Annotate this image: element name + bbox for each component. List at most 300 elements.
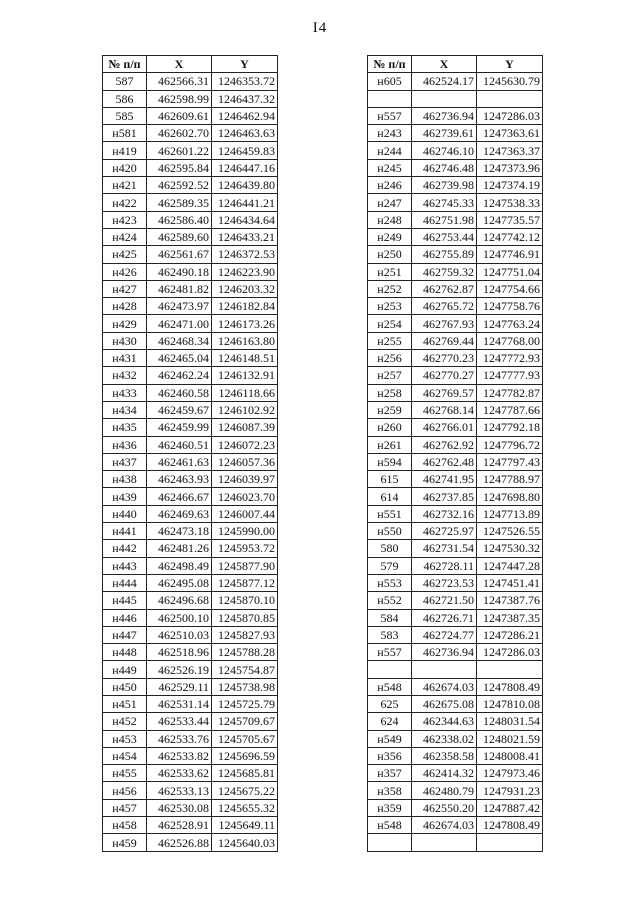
point-number: н356: [368, 747, 412, 764]
x-coordinate: 462769.44: [412, 332, 477, 349]
x-coordinate: [412, 661, 477, 678]
point-number: н451: [103, 695, 147, 712]
point-number: н552: [368, 592, 412, 609]
table-row: [103, 574, 278, 591]
y-coordinate: 1247538.33: [477, 194, 543, 211]
x-coordinate: 462723.53: [412, 574, 477, 591]
x-coordinate: 462732.16: [412, 505, 477, 522]
table-body-right: [368, 73, 543, 851]
table-row: [368, 228, 543, 245]
table-row: [103, 401, 278, 418]
y-coordinate: 1245640.03: [212, 834, 278, 851]
table-row: [103, 159, 278, 176]
table-row: [103, 107, 278, 124]
y-coordinate: 1247777.93: [477, 367, 543, 384]
x-coordinate: 462602.70: [147, 125, 212, 142]
x-coordinate: 462566.31: [147, 73, 212, 90]
point-number: н441: [103, 523, 147, 540]
y-coordinate: 1247887.42: [477, 799, 543, 816]
x-coordinate: 462769.57: [412, 384, 477, 401]
x-coordinate: 462765.72: [412, 298, 477, 315]
x-coordinate: 462595.84: [147, 159, 212, 176]
x-coordinate: 462468.34: [147, 332, 212, 349]
table-row: [368, 661, 543, 678]
point-number: н258: [368, 384, 412, 401]
y-coordinate: 1245870.10: [212, 592, 278, 609]
point-number: н438: [103, 471, 147, 488]
header-x: X: [147, 56, 212, 73]
point-number: н249: [368, 228, 412, 245]
x-coordinate: 462728.11: [412, 557, 477, 574]
point-number: н358: [368, 782, 412, 799]
x-coordinate: 462533.44: [147, 713, 212, 730]
table-row: [103, 73, 278, 90]
table-row: [368, 488, 543, 505]
y-coordinate: 1247787.66: [477, 401, 543, 418]
table-row: [368, 523, 543, 540]
y-coordinate: 1246459.83: [212, 142, 278, 159]
point-number: 586: [103, 90, 147, 107]
table-row: [103, 263, 278, 280]
x-coordinate: 462601.22: [147, 142, 212, 159]
x-coordinate: 462533.13: [147, 782, 212, 799]
y-coordinate: 1245709.67: [212, 713, 278, 730]
x-coordinate: 462344.63: [412, 713, 477, 730]
table-row: [103, 661, 278, 678]
point-number: н427: [103, 280, 147, 297]
table-row: [103, 817, 278, 834]
x-coordinate: 462495.08: [147, 574, 212, 591]
y-coordinate: 1246148.51: [212, 350, 278, 367]
table-row: [103, 142, 278, 159]
x-coordinate: 462460.58: [147, 384, 212, 401]
table-row: [103, 540, 278, 557]
point-number: н420: [103, 159, 147, 176]
page-number: I4: [312, 20, 328, 36]
x-coordinate: 462518.96: [147, 644, 212, 661]
table-row: [103, 730, 278, 747]
table-row: [103, 367, 278, 384]
table-row: [103, 332, 278, 349]
table-row: [368, 159, 543, 176]
table-row: [368, 177, 543, 194]
y-coordinate: 1245738.98: [212, 678, 278, 695]
table-row: [103, 471, 278, 488]
table-row: [103, 782, 278, 799]
y-coordinate: 1245649.11: [212, 817, 278, 834]
table-row: [368, 505, 543, 522]
point-number: н436: [103, 436, 147, 453]
y-coordinate: 1245870.85: [212, 609, 278, 626]
y-coordinate: 1247973.46: [477, 765, 543, 782]
point-number: н246: [368, 177, 412, 194]
y-coordinate: 1246437.32: [212, 90, 278, 107]
point-number: н431: [103, 350, 147, 367]
point-number: н434: [103, 401, 147, 418]
y-coordinate: 1248031.54: [477, 713, 543, 730]
coordinates-table-left: [102, 55, 278, 852]
table-row: [103, 713, 278, 730]
y-coordinate: 1247808.49: [477, 817, 543, 834]
y-coordinate: 1247698.80: [477, 488, 543, 505]
point-number: н551: [368, 505, 412, 522]
point-number: н553: [368, 574, 412, 591]
table-row: [368, 384, 543, 401]
x-coordinate: 462338.02: [412, 730, 477, 747]
x-coordinate: 462471.00: [147, 315, 212, 332]
y-coordinate: 1245990.00: [212, 523, 278, 540]
x-coordinate: 462490.18: [147, 263, 212, 280]
x-coordinate: 462598.99: [147, 90, 212, 107]
y-coordinate: 1247526.55: [477, 523, 543, 540]
y-coordinate: 1245827.93: [212, 626, 278, 643]
table-header-row: [368, 56, 543, 73]
point-number: н430: [103, 332, 147, 349]
y-coordinate: 1247387.35: [477, 609, 543, 626]
x-coordinate: 462770.27: [412, 367, 477, 384]
table-row: [368, 799, 543, 816]
table-row: [368, 419, 543, 436]
table-row: [368, 73, 543, 90]
table-row: [103, 834, 278, 851]
point-number: н448: [103, 644, 147, 661]
table-row: [103, 90, 278, 107]
table-row: [368, 574, 543, 591]
point-number: н594: [368, 453, 412, 470]
y-coordinate: 1245788.28: [212, 644, 278, 661]
x-coordinate: 462480.79: [412, 782, 477, 799]
x-coordinate: 462762.48: [412, 453, 477, 470]
point-number: н260: [368, 419, 412, 436]
y-coordinate: 1247530.32: [477, 540, 543, 557]
header-x: X: [412, 56, 477, 73]
x-coordinate: 462725.97: [412, 523, 477, 540]
y-coordinate: 1246439.80: [212, 177, 278, 194]
y-coordinate: 1245725.79: [212, 695, 278, 712]
point-number: [368, 834, 412, 851]
y-coordinate: 1245655.32: [212, 799, 278, 816]
table-row: [103, 419, 278, 436]
x-coordinate: 462741.95: [412, 471, 477, 488]
x-coordinate: 462481.82: [147, 280, 212, 297]
y-coordinate: 1246353.72: [212, 73, 278, 90]
point-number: н251: [368, 263, 412, 280]
y-coordinate: 1245705.67: [212, 730, 278, 747]
point-number: н247: [368, 194, 412, 211]
point-number: 585: [103, 107, 147, 124]
point-number: 580: [368, 540, 412, 557]
header-num: № п/п: [103, 56, 147, 73]
point-number: н605: [368, 73, 412, 90]
y-coordinate: 1248021.59: [477, 730, 543, 747]
point-number: н359: [368, 799, 412, 816]
table-body-left: [103, 73, 278, 851]
x-coordinate: 462469.63: [147, 505, 212, 522]
x-coordinate: [412, 90, 477, 107]
header-y: Y: [212, 56, 278, 73]
table-row: [103, 505, 278, 522]
y-coordinate: 1245877.90: [212, 557, 278, 574]
y-coordinate: 1246072.23: [212, 436, 278, 453]
point-number: н245: [368, 159, 412, 176]
x-coordinate: 462531.14: [147, 695, 212, 712]
table-row: [368, 695, 543, 712]
table-row: [368, 592, 543, 609]
table-row: [368, 367, 543, 384]
x-coordinate: 462731.54: [412, 540, 477, 557]
point-number: н259: [368, 401, 412, 418]
x-coordinate: 462462.24: [147, 367, 212, 384]
x-coordinate: 462674.03: [412, 678, 477, 695]
point-number: н257: [368, 367, 412, 384]
y-coordinate: 1247763.24: [477, 315, 543, 332]
y-coordinate: 1246433.21: [212, 228, 278, 245]
x-coordinate: 462746.10: [412, 142, 477, 159]
header-y: Y: [477, 56, 543, 73]
point-number: [368, 90, 412, 107]
y-coordinate: 1247363.61: [477, 125, 543, 142]
x-coordinate: 462459.99: [147, 419, 212, 436]
x-coordinate: 462674.03: [412, 817, 477, 834]
x-coordinate: 462561.67: [147, 246, 212, 263]
table-row: [103, 799, 278, 816]
point-number: н456: [103, 782, 147, 799]
x-coordinate: 462463.93: [147, 471, 212, 488]
y-coordinate: 1247735.57: [477, 211, 543, 228]
table-row: [103, 747, 278, 764]
point-number: 615: [368, 471, 412, 488]
table-row: [103, 228, 278, 245]
point-number: н432: [103, 367, 147, 384]
y-coordinate: 1246163.80: [212, 332, 278, 349]
point-number: н449: [103, 661, 147, 678]
x-coordinate: 462739.61: [412, 125, 477, 142]
point-number: н435: [103, 419, 147, 436]
point-number: н423: [103, 211, 147, 228]
y-coordinate: 1247772.93: [477, 350, 543, 367]
point-number: н557: [368, 107, 412, 124]
y-coordinate: 1246223.90: [212, 263, 278, 280]
table-row: [103, 609, 278, 626]
table-row: [103, 678, 278, 695]
x-coordinate: 462751.98: [412, 211, 477, 228]
y-coordinate: 1245696.59: [212, 747, 278, 764]
x-coordinate: 462753.44: [412, 228, 477, 245]
y-coordinate: 1246132.91: [212, 367, 278, 384]
point-number: н443: [103, 557, 147, 574]
point-number: н254: [368, 315, 412, 332]
y-coordinate: 1246102.92: [212, 401, 278, 418]
table-row: [368, 834, 543, 851]
y-coordinate: 1247751.04: [477, 263, 543, 280]
y-coordinate: 1247374.19: [477, 177, 543, 194]
table-row: [368, 211, 543, 228]
y-coordinate: 1247286.03: [477, 107, 543, 124]
header-num: № п/п: [368, 56, 412, 73]
y-coordinate: [477, 834, 543, 851]
point-number: н253: [368, 298, 412, 315]
x-coordinate: 462460.51: [147, 436, 212, 453]
x-coordinate: 462675.08: [412, 695, 477, 712]
point-number: н440: [103, 505, 147, 522]
y-coordinate: 1245754.87: [212, 661, 278, 678]
y-coordinate: 1247810.08: [477, 695, 543, 712]
point-number: н452: [103, 713, 147, 730]
y-coordinate: 1246057.36: [212, 453, 278, 470]
y-coordinate: 1247796.72: [477, 436, 543, 453]
point-number: н433: [103, 384, 147, 401]
point-number: н453: [103, 730, 147, 747]
table-row: [103, 436, 278, 453]
x-coordinate: 462481.26: [147, 540, 212, 557]
table-row: [103, 384, 278, 401]
x-coordinate: 462745.33: [412, 194, 477, 211]
y-coordinate: 1245630.79: [477, 73, 543, 90]
y-coordinate: 1246087.39: [212, 419, 278, 436]
point-number: н256: [368, 350, 412, 367]
y-coordinate: 1246203.32: [212, 280, 278, 297]
y-coordinate: 1247931.23: [477, 782, 543, 799]
y-coordinate: 1246173.26: [212, 315, 278, 332]
table-row: [103, 211, 278, 228]
x-coordinate: 462739.98: [412, 177, 477, 194]
table-row: [103, 298, 278, 315]
y-coordinate: 1246447.16: [212, 159, 278, 176]
table-row: [368, 471, 543, 488]
point-number: н357: [368, 765, 412, 782]
y-coordinate: 1245675.22: [212, 782, 278, 799]
y-coordinate: 1247447.28: [477, 557, 543, 574]
y-coordinate: 1247782.87: [477, 384, 543, 401]
table-row: [103, 626, 278, 643]
point-number: [368, 661, 412, 678]
x-coordinate: 462510.03: [147, 626, 212, 643]
point-number: н446: [103, 609, 147, 626]
table-row: [368, 817, 543, 834]
x-coordinate: 462459.67: [147, 401, 212, 418]
x-coordinate: 462528.91: [147, 817, 212, 834]
y-coordinate: 1246372.53: [212, 246, 278, 263]
y-coordinate: 1247746.91: [477, 246, 543, 263]
x-coordinate: 462759.32: [412, 263, 477, 280]
table-row: [103, 695, 278, 712]
x-coordinate: 462498.49: [147, 557, 212, 574]
point-number: н426: [103, 263, 147, 280]
x-coordinate: 462586.40: [147, 211, 212, 228]
y-coordinate: 1247788.97: [477, 471, 543, 488]
table-row: [103, 177, 278, 194]
coordinates-table-right: [367, 55, 543, 852]
table-row: [368, 678, 543, 695]
x-coordinate: 462762.92: [412, 436, 477, 453]
table-row: [368, 107, 543, 124]
table-row: [368, 246, 543, 263]
point-number: 587: [103, 73, 147, 90]
y-coordinate: [477, 90, 543, 107]
y-coordinate: 1247286.03: [477, 644, 543, 661]
point-number: н428: [103, 298, 147, 315]
y-coordinate: 1245877.12: [212, 574, 278, 591]
table-row: [103, 644, 278, 661]
x-coordinate: 462533.62: [147, 765, 212, 782]
table-row: [368, 436, 543, 453]
table-row: [368, 730, 543, 747]
y-coordinate: 1247754.66: [477, 280, 543, 297]
table-row: [103, 453, 278, 470]
table-row: [368, 350, 543, 367]
y-coordinate: 1246023.70: [212, 488, 278, 505]
x-coordinate: 462609.61: [147, 107, 212, 124]
table-row: [103, 315, 278, 332]
y-coordinate: 1248008.41: [477, 747, 543, 764]
x-coordinate: 462529.11: [147, 678, 212, 695]
x-coordinate: 462770.23: [412, 350, 477, 367]
x-coordinate: 462766.01: [412, 419, 477, 436]
table-row: [103, 592, 278, 609]
y-coordinate: 1247808.49: [477, 678, 543, 695]
y-coordinate: 1247792.18: [477, 419, 543, 436]
table-row: [368, 263, 543, 280]
table-row: [368, 713, 543, 730]
point-number: 625: [368, 695, 412, 712]
point-number: н437: [103, 453, 147, 470]
table-row: [103, 280, 278, 297]
point-number: н442: [103, 540, 147, 557]
point-number: н450: [103, 678, 147, 695]
point-number: н459: [103, 834, 147, 851]
table-row: [368, 540, 543, 557]
y-coordinate: 1247742.12: [477, 228, 543, 245]
y-coordinate: 1246462.94: [212, 107, 278, 124]
point-number: н252: [368, 280, 412, 297]
point-number: н255: [368, 332, 412, 349]
y-coordinate: 1247387.76: [477, 592, 543, 609]
y-coordinate: 1245685.81: [212, 765, 278, 782]
y-coordinate: 1247451.41: [477, 574, 543, 591]
point-number: 584: [368, 609, 412, 626]
y-coordinate: [477, 661, 543, 678]
x-coordinate: 462589.35: [147, 194, 212, 211]
table-row: [368, 332, 543, 349]
x-coordinate: 462592.52: [147, 177, 212, 194]
point-number: н421: [103, 177, 147, 194]
point-number: н444: [103, 574, 147, 591]
x-coordinate: 462726.71: [412, 609, 477, 626]
table-row: [368, 765, 543, 782]
x-coordinate: 462473.97: [147, 298, 212, 315]
table-row: [368, 315, 543, 332]
x-coordinate: 462358.58: [412, 747, 477, 764]
y-coordinate: 1246039.97: [212, 471, 278, 488]
table-row: [368, 142, 543, 159]
point-number: н557: [368, 644, 412, 661]
point-number: н455: [103, 765, 147, 782]
x-coordinate: 462762.87: [412, 280, 477, 297]
x-coordinate: 462736.94: [412, 107, 477, 124]
table-row: [103, 246, 278, 263]
x-coordinate: 462466.67: [147, 488, 212, 505]
point-number: н244: [368, 142, 412, 159]
y-coordinate: 1246441.21: [212, 194, 278, 211]
y-coordinate: 1247286.21: [477, 626, 543, 643]
point-number: н424: [103, 228, 147, 245]
x-coordinate: 462530.08: [147, 799, 212, 816]
y-coordinate: 1246118.66: [212, 384, 278, 401]
table-row: [368, 557, 543, 574]
table-row: [368, 747, 543, 764]
x-coordinate: [412, 834, 477, 851]
point-number: н549: [368, 730, 412, 747]
